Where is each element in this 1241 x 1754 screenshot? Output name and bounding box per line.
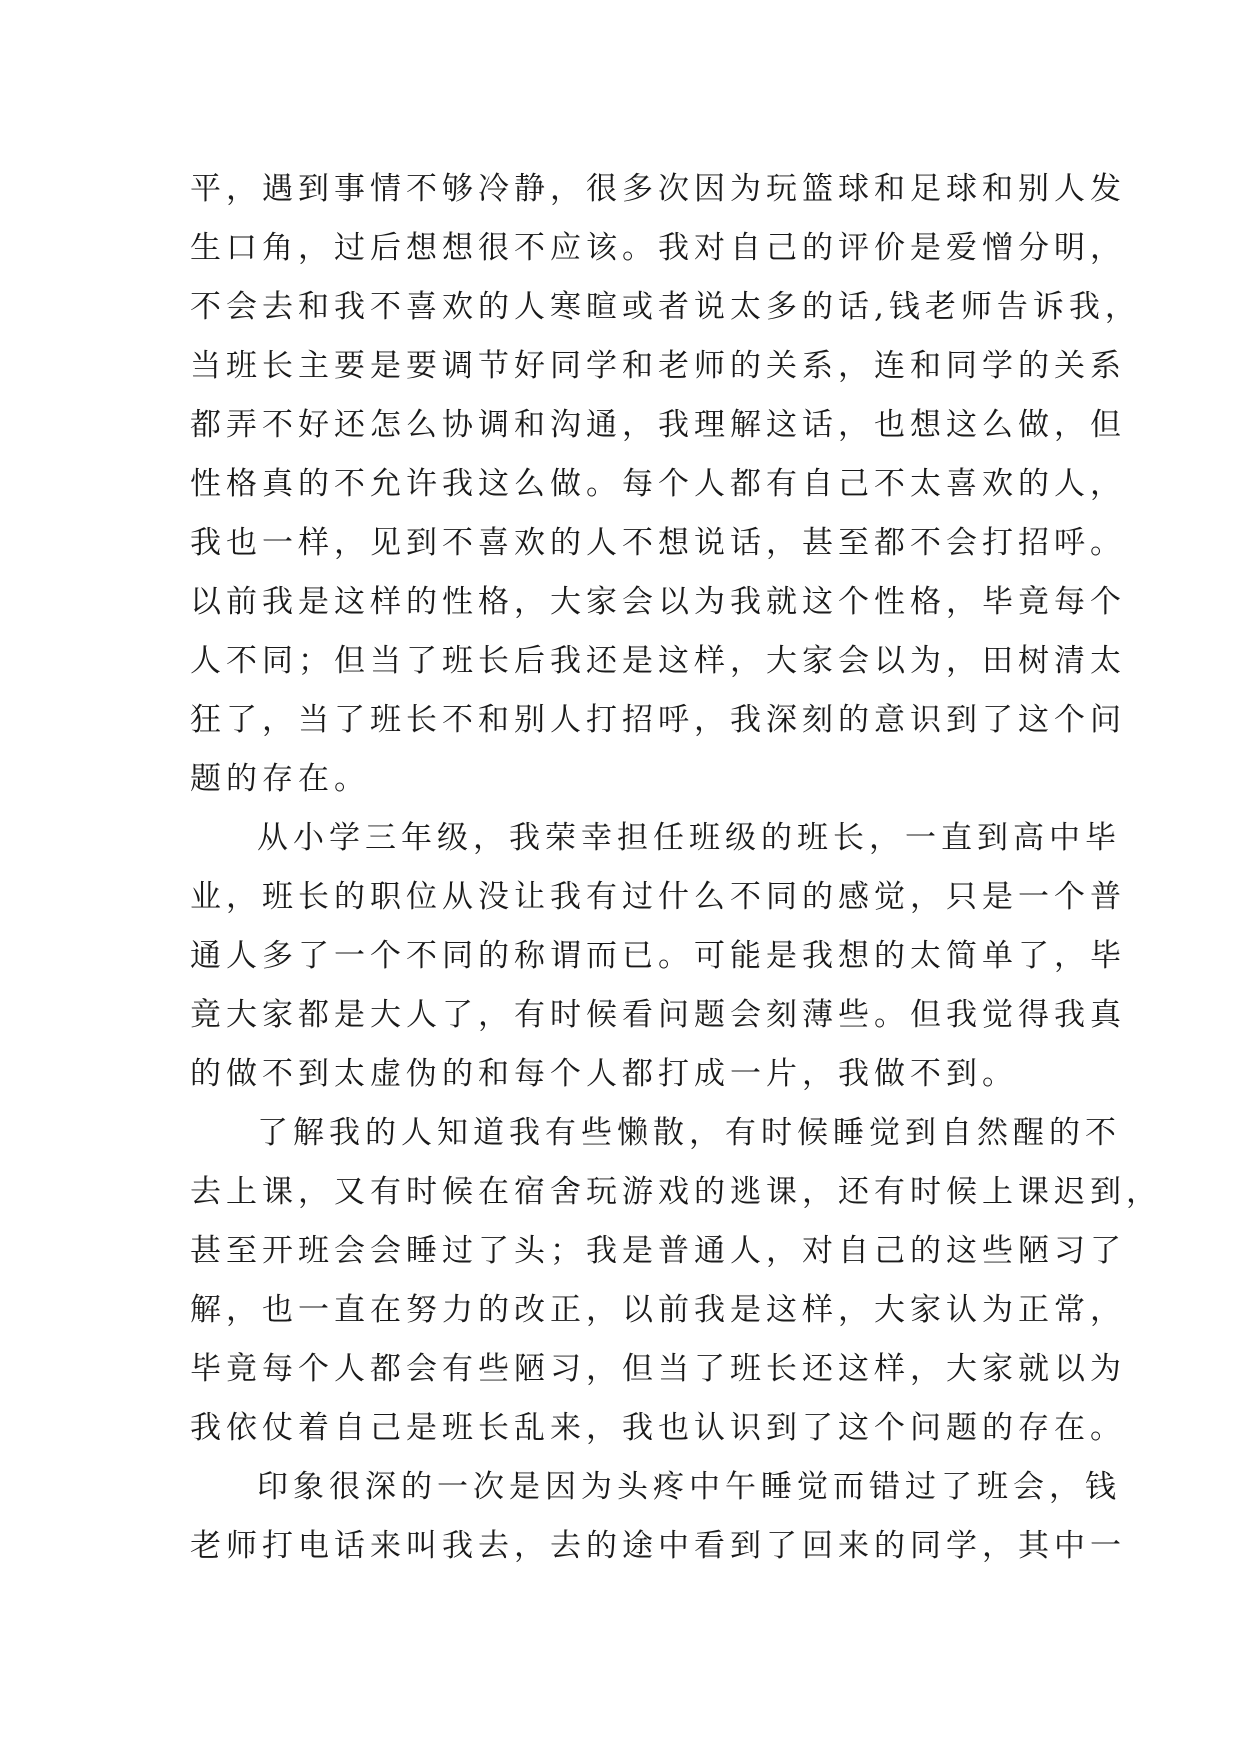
text-line: 不会去和我不喜欢的人寒暄或者说太多的话,钱老师告诉我， [190,289,1141,325]
paragraph-first-line: 了解我的人知道我有些懒散，有时候睡觉到自然醒的不 [257,1115,1121,1151]
text-line: 去上课，又有时候在宿舍玩游戏的逃课，还有时候上课迟到， [190,1174,1162,1210]
text-line: 以前我是这样的性格，大家会以为我就这个性格，毕竟每个 [190,584,1126,620]
body-text [190,160,1162,1576]
text-line: 人不同；但当了班长后我还是这样，大家会以为，田树清太 [190,643,1126,679]
text-line: 竟大家都是大人了，有时候看问题会刻薄些。但我觉得我真 [190,997,1126,1033]
text-line: 业，班长的职位从没让我有过什么不同的感觉，只是一个普 [190,879,1126,915]
text-line: 通人多了一个不同的称谓而已。可能是我想的太简单了，毕 [190,938,1126,974]
text-line: 当班长主要是要调节好同学和老师的关系，连和同学的关系 [190,348,1126,384]
text-line: 我也一样，见到不喜欢的人不想说话，甚至都不会打招呼。 [190,525,1126,561]
paragraph-first-line: 印象很深的一次是因为头疼中午睡觉而错过了班会，钱 [257,1469,1121,1505]
text-line: 我依仗着自己是班长乱来，我也认识到了这个问题的存在。 [190,1410,1126,1446]
text-line: 生口角，过后想想很不应该。我对自己的评价是爱憎分明， [190,230,1126,266]
text-line: 的做不到太虚伪的和每个人都打成一片，我做不到。 [190,1056,1018,1092]
text-line: 性格真的不允许我这么做。每个人都有自己不太喜欢的人， [190,466,1126,502]
text-line: 老师打电话来叫我去，去的途中看到了回来的同学，其中一 [190,1528,1126,1564]
text-line: 狂了，当了班长不和别人打招呼，我深刻的意识到了这个问 [190,702,1126,738]
text-line: 都弄不好还怎么协调和沟通，我理解这话，也想这么做，但 [190,407,1126,443]
text-line: 平，遇到事情不够冷静，很多次因为玩篮球和足球和别人发 [190,171,1126,207]
paragraph-first-line: 从小学三年级，我荣幸担任班级的班长，一直到高中毕 [257,820,1121,856]
text-line: 毕竟每个人都会有些陋习，但当了班长还这样，大家就以为 [190,1351,1126,1387]
text-line: 甚至开班会会睡过了头；我是普通人，对自己的这些陋习了 [190,1233,1126,1269]
text-line: 解，也一直在努力的改正，以前我是这样，大家认为正常， [190,1292,1126,1328]
text-line: 题的存在。 [190,761,370,797]
